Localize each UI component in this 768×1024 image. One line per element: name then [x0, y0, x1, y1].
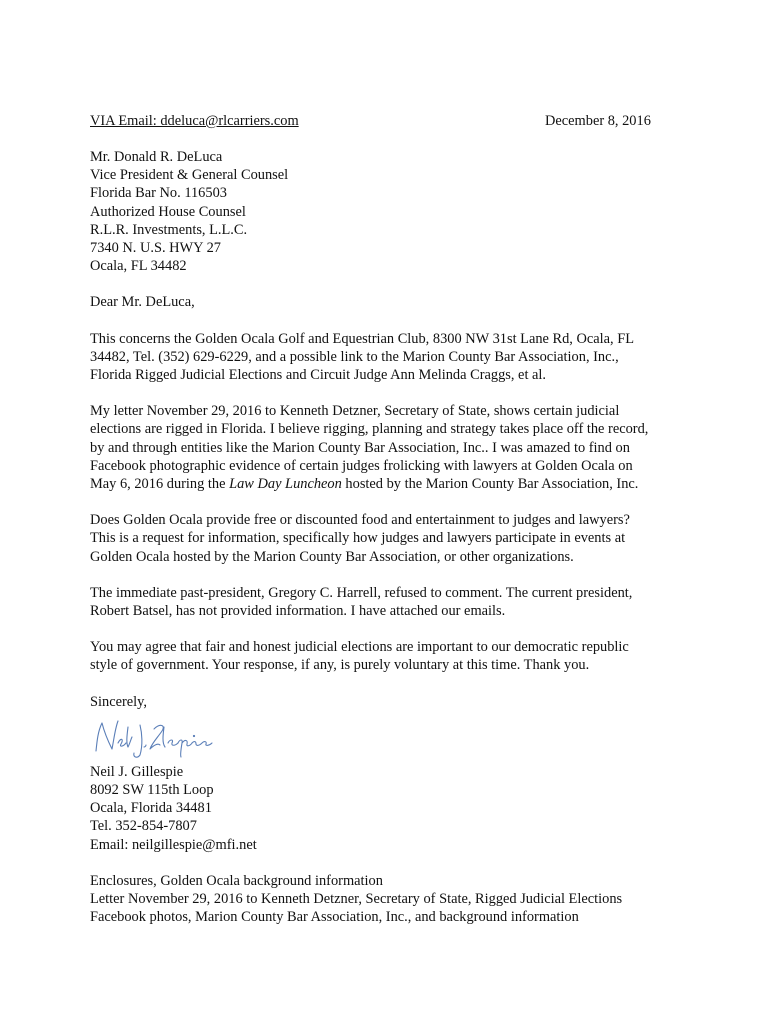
salutation: Dear Mr. DeLuca,: [90, 294, 195, 311]
event-name-italic: Law Day Luncheon: [229, 476, 342, 493]
enclosures-block: [90, 872, 690, 927]
paragraph-4: [90, 584, 660, 620]
letter: [90, 112, 690, 927]
letter-date: December 8, 2016: [545, 113, 651, 129]
enclosure-line: Facebook photos, Marion County Bar Association, Inc., and background information: [90, 909, 579, 926]
paragraph-1: [90, 330, 660, 385]
paragraph-line: Florida Rigged Judicial Elections and Circuit Judge Ann Melinda Craggs, et al.: [90, 367, 547, 384]
paragraph-line: by and through entities like the Marion County Bar Association, Inc.. I was amazed to find on: [90, 439, 630, 456]
paragraph-text: hosted by the Marion County Bar Association, Inc.: [341, 476, 639, 493]
closing: Sincerely,: [90, 693, 148, 710]
paragraph-line: This concerns the Golden Ocala Golf and Equestrian Club, 8300 NW 31st Lane Rd, Ocala, FL: [90, 330, 635, 347]
sender-line: Neil J. Gillespie: [90, 763, 184, 780]
handwritten-signature: [88, 713, 218, 763]
sender-line: 8092 SW 115th Loop: [90, 782, 214, 799]
paragraph-line: Facebook photographic evidence of certain judges frolicking with lawyers at Golden Ocala on: [90, 457, 633, 474]
recipient-line: R.L.R. Investments, L.L.C.: [90, 221, 248, 238]
paragraph-line: elections are rigged in Florida. I believe rigging, planning and strategy takes place off the record,: [90, 421, 649, 438]
paragraph-line: The immediate past-president, Gregory C. Harrell, refused to comment. The current president,: [90, 584, 633, 601]
sender-block: [90, 763, 690, 854]
recipient-line: 7340 N. U.S. HWY 27: [90, 240, 221, 257]
paragraph-line: style of government. Your response, if any, is purely voluntary at this time. Thank you.: [90, 657, 590, 674]
recipient-line: Authorized House Counsel: [90, 203, 246, 220]
paragraph-line: Golden Ocala hosted by the Marion County Bar Association, or other organizations.: [90, 548, 574, 565]
recipient-line: Mr. Donald R. DeLuca: [90, 149, 223, 165]
paragraph-2: [90, 402, 660, 493]
paragraph-text: May 6, 2016 during the: [90, 476, 230, 493]
sender-line: Ocala, Florida 34481: [90, 800, 212, 817]
enclosure-line: Enclosures, Golden Ocala background information: [90, 872, 383, 889]
paragraph-line: This is a request for information, specifically how judges and lawyers participate in events at: [90, 530, 626, 547]
letter-header: [90, 112, 690, 130]
sender-email: Email: neilgillespie@mfi.net: [90, 836, 257, 853]
recipient-line: Vice President & General Counsel: [90, 167, 289, 184]
sender-line: Tel. 352-854-7807: [90, 818, 197, 835]
paragraph-3: [90, 511, 660, 566]
recipient-line: Florida Bar No. 116503: [90, 185, 227, 202]
paragraph-line: Robert Batsel, has not provided information. I have attached our emails.: [90, 603, 506, 620]
via-email-line: VIA Email: ddeluca@rlcarriers.com: [90, 113, 299, 129]
recipient-line: Ocala, FL 34482: [90, 258, 187, 275]
paragraph-line: My letter November 29, 2016 to Kenneth Detzner, Secretary of State, shows certain judicial: [90, 403, 620, 420]
paragraph-line: 34482, Tel. (352) 629-6229, and a possible link to the Marion County Bar Association, Inc.,: [90, 348, 619, 365]
signature-strokes: [96, 721, 212, 757]
enclosure-line: Letter November 29, 2016 to Kenneth Detzner, Secretary of State, Rigged Judicial Elections: [90, 891, 623, 908]
recipient-address: [90, 148, 690, 275]
paragraph-5: [90, 638, 660, 674]
paragraph-line: [90, 475, 660, 493]
paragraph-line: You may agree that fair and honest judicial elections are important to our democratic republic: [90, 639, 629, 656]
paragraph-line: Does Golden Ocala provide free or discounted food and entertainment to judges and lawyers?: [90, 512, 630, 529]
